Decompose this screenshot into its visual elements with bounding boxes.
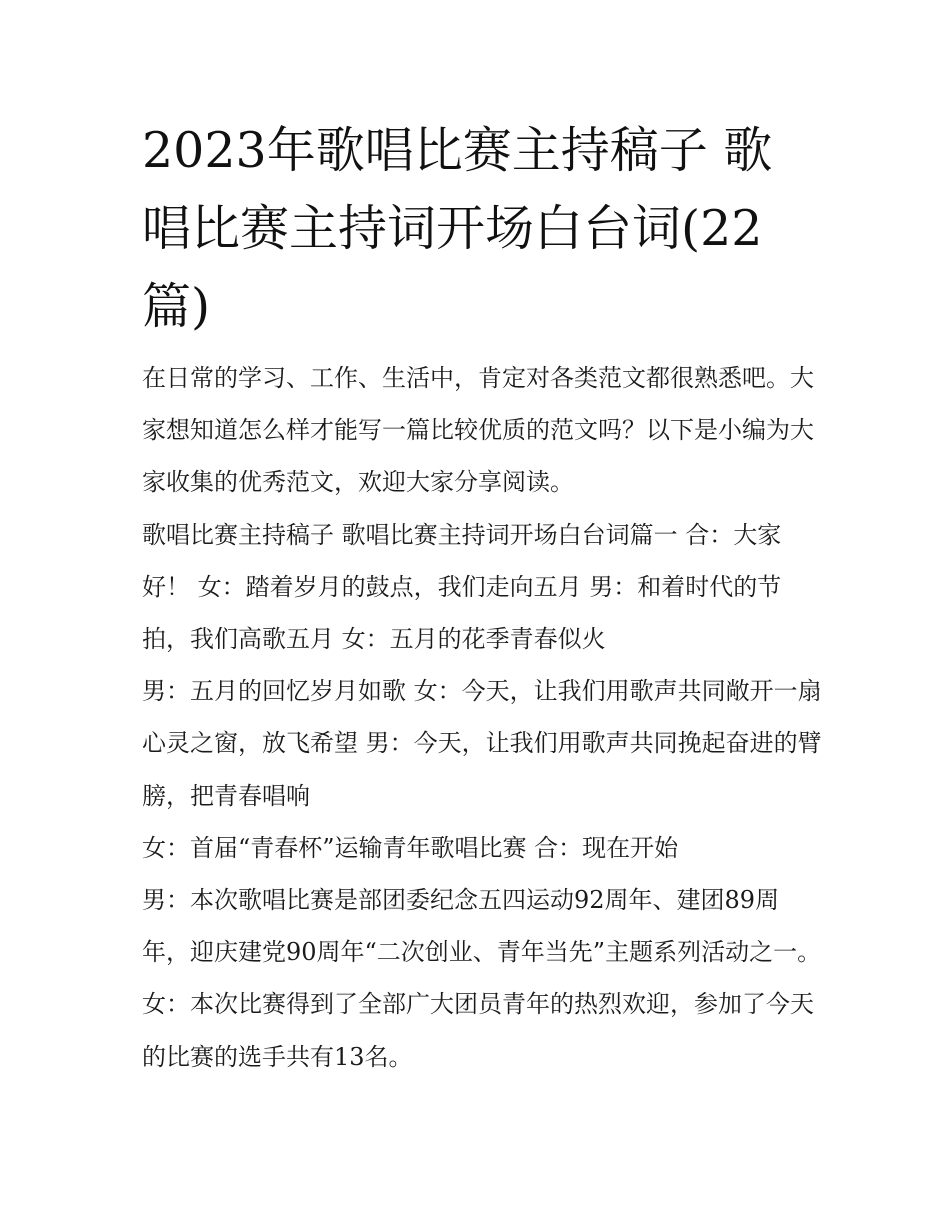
body-paragraph-opening: 歌唱比赛主持稿子 歌唱比赛主持词开场白台词篇一 合：大家好！ 女：踏着岁月的鼓点，我们走向五月 男：和着时代的节拍，我们高歌五月 女：五月的花季青春似火 — [142, 520, 782, 654]
body-paragraph-background: 男：本次歌唱比赛是部团委纪念五四运动92周年、建团89周年，迎庆建党90周年“二次创业、青年当先”主题系列活动之一。 — [142, 886, 822, 967]
body-paragraph-contestants: 女：本次比赛得到了全部广大团员青年的热烈欢迎，参加了今天的比赛的选手共有13名。 — [142, 990, 814, 1071]
body-paragraph-start: 女：首届“青春杯”运输青年歌唱比赛 合：现在开始 — [142, 833, 679, 862]
body-paragraph-intro: 在日常的学习、工作、生活中，肯定对各类范文都很熟悉吧。大家想知道怎么样才能写一篇比较优质的范文吗？以下是小编为大家收集的优秀范文，欢迎大家分享阅读。 — [142, 364, 814, 497]
document-body — [142, 352, 822, 1083]
document-title: 2023年歌唱比赛主持稿子 歌唱比赛主持词开场白台词(22篇) — [142, 122, 773, 335]
body-paragraph-dialogue: 男：五月的回忆岁月如歌 女：今天，让我们用歌声共同敞开一扇心灵之窗，放飞希望 男：今天，让我们用歌声共同挽起奋进的臂膀，把青春唱响 — [142, 677, 822, 810]
